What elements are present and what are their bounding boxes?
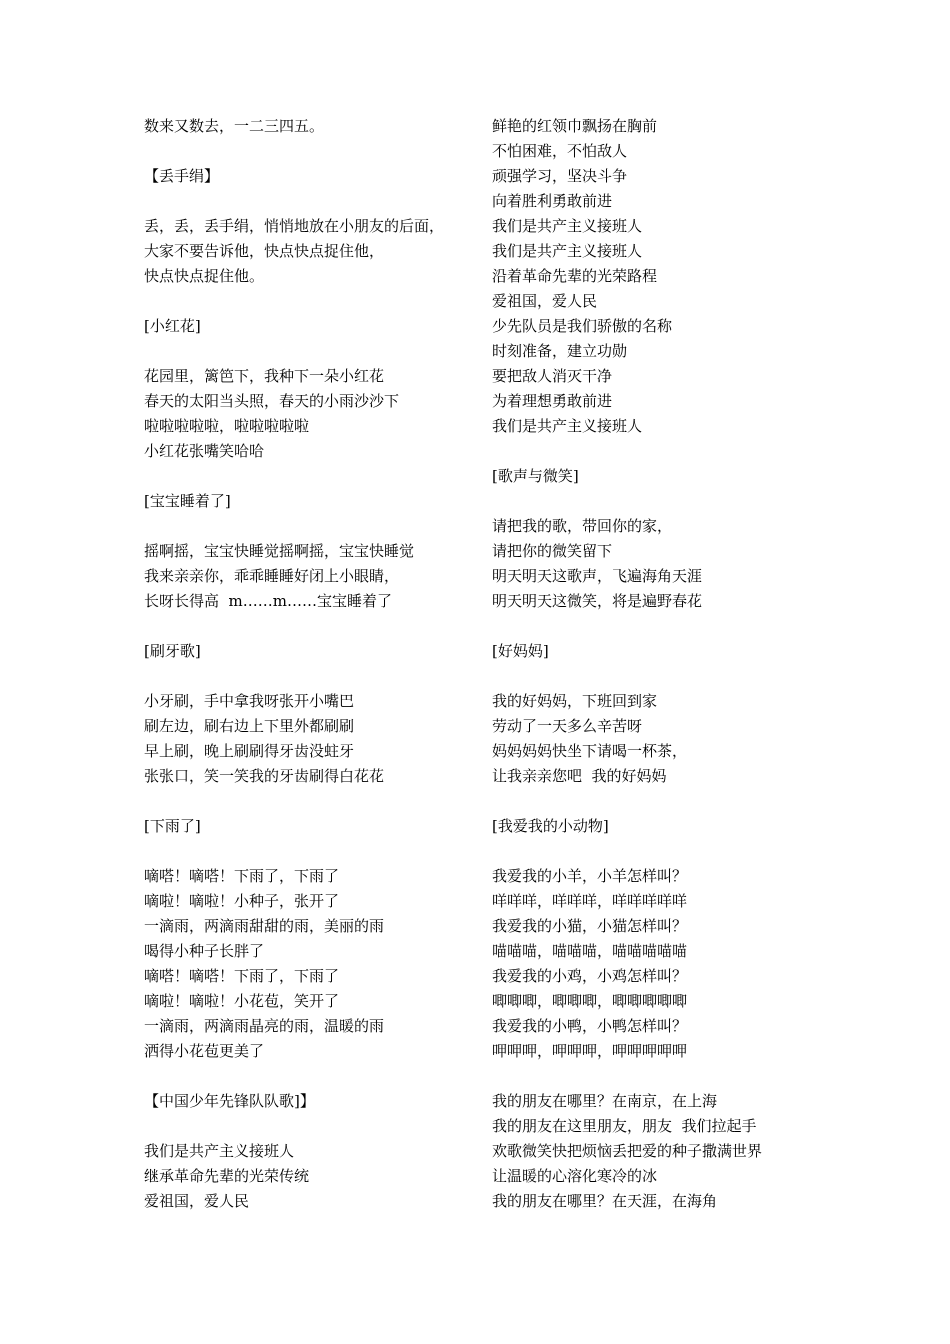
lyric-line: 我们是共产主义接班人 — [492, 242, 643, 260]
lyric-line: 请把我的歌，带回你的家， — [492, 517, 673, 535]
lyric-line: 让我亲亲您吧 我的好妈妈 — [492, 767, 667, 785]
blank-line — [144, 289, 474, 314]
lyric-line: 少先队员是我们骄傲的名称 — [492, 317, 673, 335]
lyric-line: 花园里，篱笆下，我种下一朵小红花 — [144, 367, 385, 385]
blank-line — [492, 664, 812, 689]
lyric-line: 我爱我的小鸡，小鸡怎样叫？ — [492, 967, 688, 985]
lyric-line: 不怕困难，不怕敌人 — [492, 142, 628, 160]
lyric-line: 我们是共产主义接班人 — [492, 417, 643, 435]
left-column — [144, 114, 474, 1214]
blank-line — [492, 489, 812, 514]
lyric-line: 向着胜利勇敢前进 — [492, 192, 613, 210]
right-column — [492, 114, 812, 1214]
blank-line — [492, 439, 812, 464]
lyric-line: 我的好妈妈，下班回到家 — [492, 692, 658, 710]
lyric-line: 嘀啦！嘀啦！小花苞，笑开了 — [144, 992, 340, 1010]
lyric-line: 嘀嗒！嘀嗒！下雨了，下雨了 — [144, 867, 340, 885]
lyric-line: 洒得小花苞更美了 — [144, 1042, 265, 1060]
lyric-line: 继承革命先辈的光荣传统 — [144, 1167, 310, 1185]
lyric-line: 早上刷，晚上刷刷得牙齿没蛀牙 — [144, 742, 355, 760]
lyric-line: 呷呷呷，呷呷呷，呷呷呷呷呷 — [492, 1042, 688, 1060]
blank-line — [492, 839, 812, 864]
lyric-line: 张张口，笑一笑我的牙齿刷得白花花 — [144, 767, 385, 785]
lyric-line: 啦啦啦啦啦，啦啦啦啦啦 — [144, 417, 310, 435]
lyric-line: 让温暖的心溶化寒冷的冰 — [492, 1167, 658, 1185]
song-title: 【中国少年先锋队队歌]】 — [144, 1092, 315, 1110]
song-title: [宝宝睡着了] — [144, 492, 231, 510]
lyric-line: 喵喵喵，喵喵喵，喵喵喵喵喵 — [492, 942, 688, 960]
blank-line — [144, 139, 474, 164]
lyric-line: 丢，丢，丢手绢，悄悄地放在小朋友的后面， — [144, 217, 445, 235]
blank-line — [144, 839, 474, 864]
lyric-line: 爱祖国，爱人民 — [144, 1192, 250, 1210]
lyric-line: 嘀嗒！嘀嗒！下雨了，下雨了 — [144, 967, 340, 985]
blank-line — [492, 614, 812, 639]
song-title: [小红花] — [144, 317, 201, 335]
lyric-line: 沿着革命先辈的光荣路程 — [492, 267, 658, 285]
lyric-line: 我爱我的小羊，小羊怎样叫？ — [492, 867, 688, 885]
lyric-line: 一滴雨，两滴雨甜甜的雨，美丽的雨 — [144, 917, 385, 935]
lyric-line: 为着理想勇敢前进 — [492, 392, 613, 410]
lyric-line: 我爱我的小鸭，小鸭怎样叫？ — [492, 1017, 688, 1035]
blank-line — [144, 514, 474, 539]
lyric-line: 一滴雨，两滴雨晶亮的雨，温暖的雨 — [144, 1017, 385, 1035]
lyric-line: 刷左边，刷右边上下里外都刷刷 — [144, 717, 355, 735]
lyric-line: 我爱我的小猫，小猫怎样叫？ — [492, 917, 688, 935]
lyric-line: 摇啊摇，宝宝快睡觉摇啊摇，宝宝快睡觉 — [144, 542, 415, 560]
lyric-line: 爱祖国，爱人民 — [492, 292, 598, 310]
lyric-line: 鲜艳的红领巾飘扬在胸前 — [492, 117, 658, 135]
lyric-line: 嘀啦！嘀啦！小种子，张开了 — [144, 892, 340, 910]
lyric-line: 我的朋友在哪里？在天涯，在海角 — [492, 1192, 718, 1210]
lyric-line: 欢歌微笑快把烦恼丢把爱的种子撒满世界 — [492, 1142, 763, 1160]
lyric-line: 我们是共产主义接班人 — [492, 217, 643, 235]
lyric-line: 唧唧唧，唧唧唧，唧唧唧唧唧 — [492, 992, 688, 1010]
blank-line — [144, 464, 474, 489]
lyric-line: 我的朋友在这里朋友，朋友 我们拉起手 — [492, 1117, 757, 1135]
song-title: [我爱我的小动物] — [492, 817, 609, 835]
song-title: [歌声与微笑] — [492, 467, 579, 485]
lyric-line: 请把你的微笑留下 — [492, 542, 613, 560]
song-title: [刷牙歌] — [144, 642, 201, 660]
lyric-line: 我们是共产主义接班人 — [144, 1142, 295, 1160]
lyric-line: 明天明天这微笑，将是遍野春花 — [492, 592, 703, 610]
song-title: 【丢手绢】 — [144, 167, 220, 185]
blank-line — [144, 1114, 474, 1139]
blank-line — [492, 789, 812, 814]
blank-line — [144, 1064, 474, 1089]
blank-line — [144, 789, 474, 814]
lyric-line: 喝得小种子长胖了 — [144, 942, 265, 960]
lyric-line: 长呀长得高 m……m……宝宝睡着了 — [144, 592, 392, 610]
blank-line — [492, 1064, 812, 1089]
blank-line — [144, 614, 474, 639]
lyric-line: 顽强学习，坚决斗争 — [492, 167, 628, 185]
lyric-line: 春天的太阳当头照，春天的小雨沙沙下 — [144, 392, 400, 410]
lyric-line: 小牙刷，手中拿我呀张开小嘴巴 — [144, 692, 355, 710]
blank-line — [144, 664, 474, 689]
song-title: [好妈妈] — [492, 642, 549, 660]
lyric-line: 时刻准备，建立功勋 — [492, 342, 628, 360]
lyric-line: 妈妈妈妈快坐下请喝一杯茶， — [492, 742, 688, 760]
lyric-line: 我来亲亲你，乖乖睡睡好闭上小眼睛， — [144, 567, 400, 585]
lyric-line: 明天明天这歌声，飞遍海角天涯 — [492, 567, 703, 585]
lyric-line: 咩咩咩，咩咩咩，咩咩咩咩咩 — [492, 892, 688, 910]
song-title: [下雨了] — [144, 817, 201, 835]
lyric-line: 劳动了一天多么辛苦呀 — [492, 717, 643, 735]
lyric-line: 快点快点捉住他。 — [144, 267, 265, 285]
lyric-line: 大家不要告诉他，快点快点捉住他， — [144, 242, 385, 260]
lyric-line: 我的朋友在哪里？在南京，在上海 — [492, 1092, 718, 1110]
lyric-line: 小红花张嘴笑哈哈 — [144, 442, 265, 460]
blank-line — [144, 189, 474, 214]
lyric-line: 要把敌人消灭干净 — [492, 367, 613, 385]
lyric-line: 数来又数去，一二三四五。 — [144, 117, 325, 135]
blank-line — [144, 339, 474, 364]
